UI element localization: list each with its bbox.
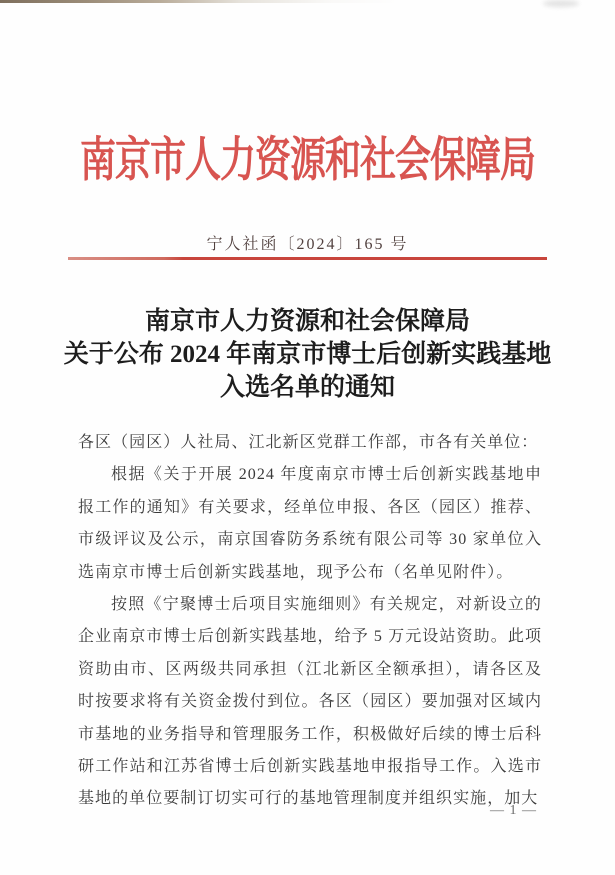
scan-artifact-top-edge xyxy=(0,0,400,3)
document-title-line-3: 入选名单的通知 xyxy=(219,374,395,401)
body-paragraph-1: 根据《关于开展 2024 年度南京市博士后创新实践基地申报工作的通知》有关要求，经单位申报、各区（园区）推荐、市级评议及公示，南京国睿防务系统有限公司等 30 家单位入选南京市博士后创新实践基地，现予公布（名单见附件）。 xyxy=(78,466,542,581)
document-title-line-1: 南京市人力资源和社会保障局 xyxy=(144,308,470,335)
red-divider-line xyxy=(68,257,547,260)
page-number: — 1 — xyxy=(490,803,537,818)
document-body xyxy=(78,427,542,816)
scan-artifact-smudge xyxy=(543,0,579,7)
agency-letterhead: 南京市人力资源和社会保障局 xyxy=(79,133,535,187)
document-title xyxy=(0,305,615,404)
document-title-line-2: 关于公布 2024 年南京市博士后创新实践基地 xyxy=(63,341,552,368)
body-paragraph-2: 按照《宁聚博士后项目实施细则》有关规定，对新设立的企业南京市博士后创新实践基地，给予 5 万元设站资助。此项资助由市、区两级共同承担（江北新区全额承担），请各区及时按要求将有关资金拨付到位。各区（园区）要加强对区域内市基地的业务指导和管理服务工作，积极做好后续的博士后科研工作站和江苏省博士后创新实践基地申报指导工作。入选市基地的单位要制订切实可行的基地管理制度并组织实施，加大 xyxy=(78,596,542,808)
document-number: 宁人社函〔2024〕165 号 xyxy=(206,236,409,253)
salutation-line: 各区（园区）人社局、江北新区党群工作部，市各有关单位： xyxy=(78,434,539,451)
